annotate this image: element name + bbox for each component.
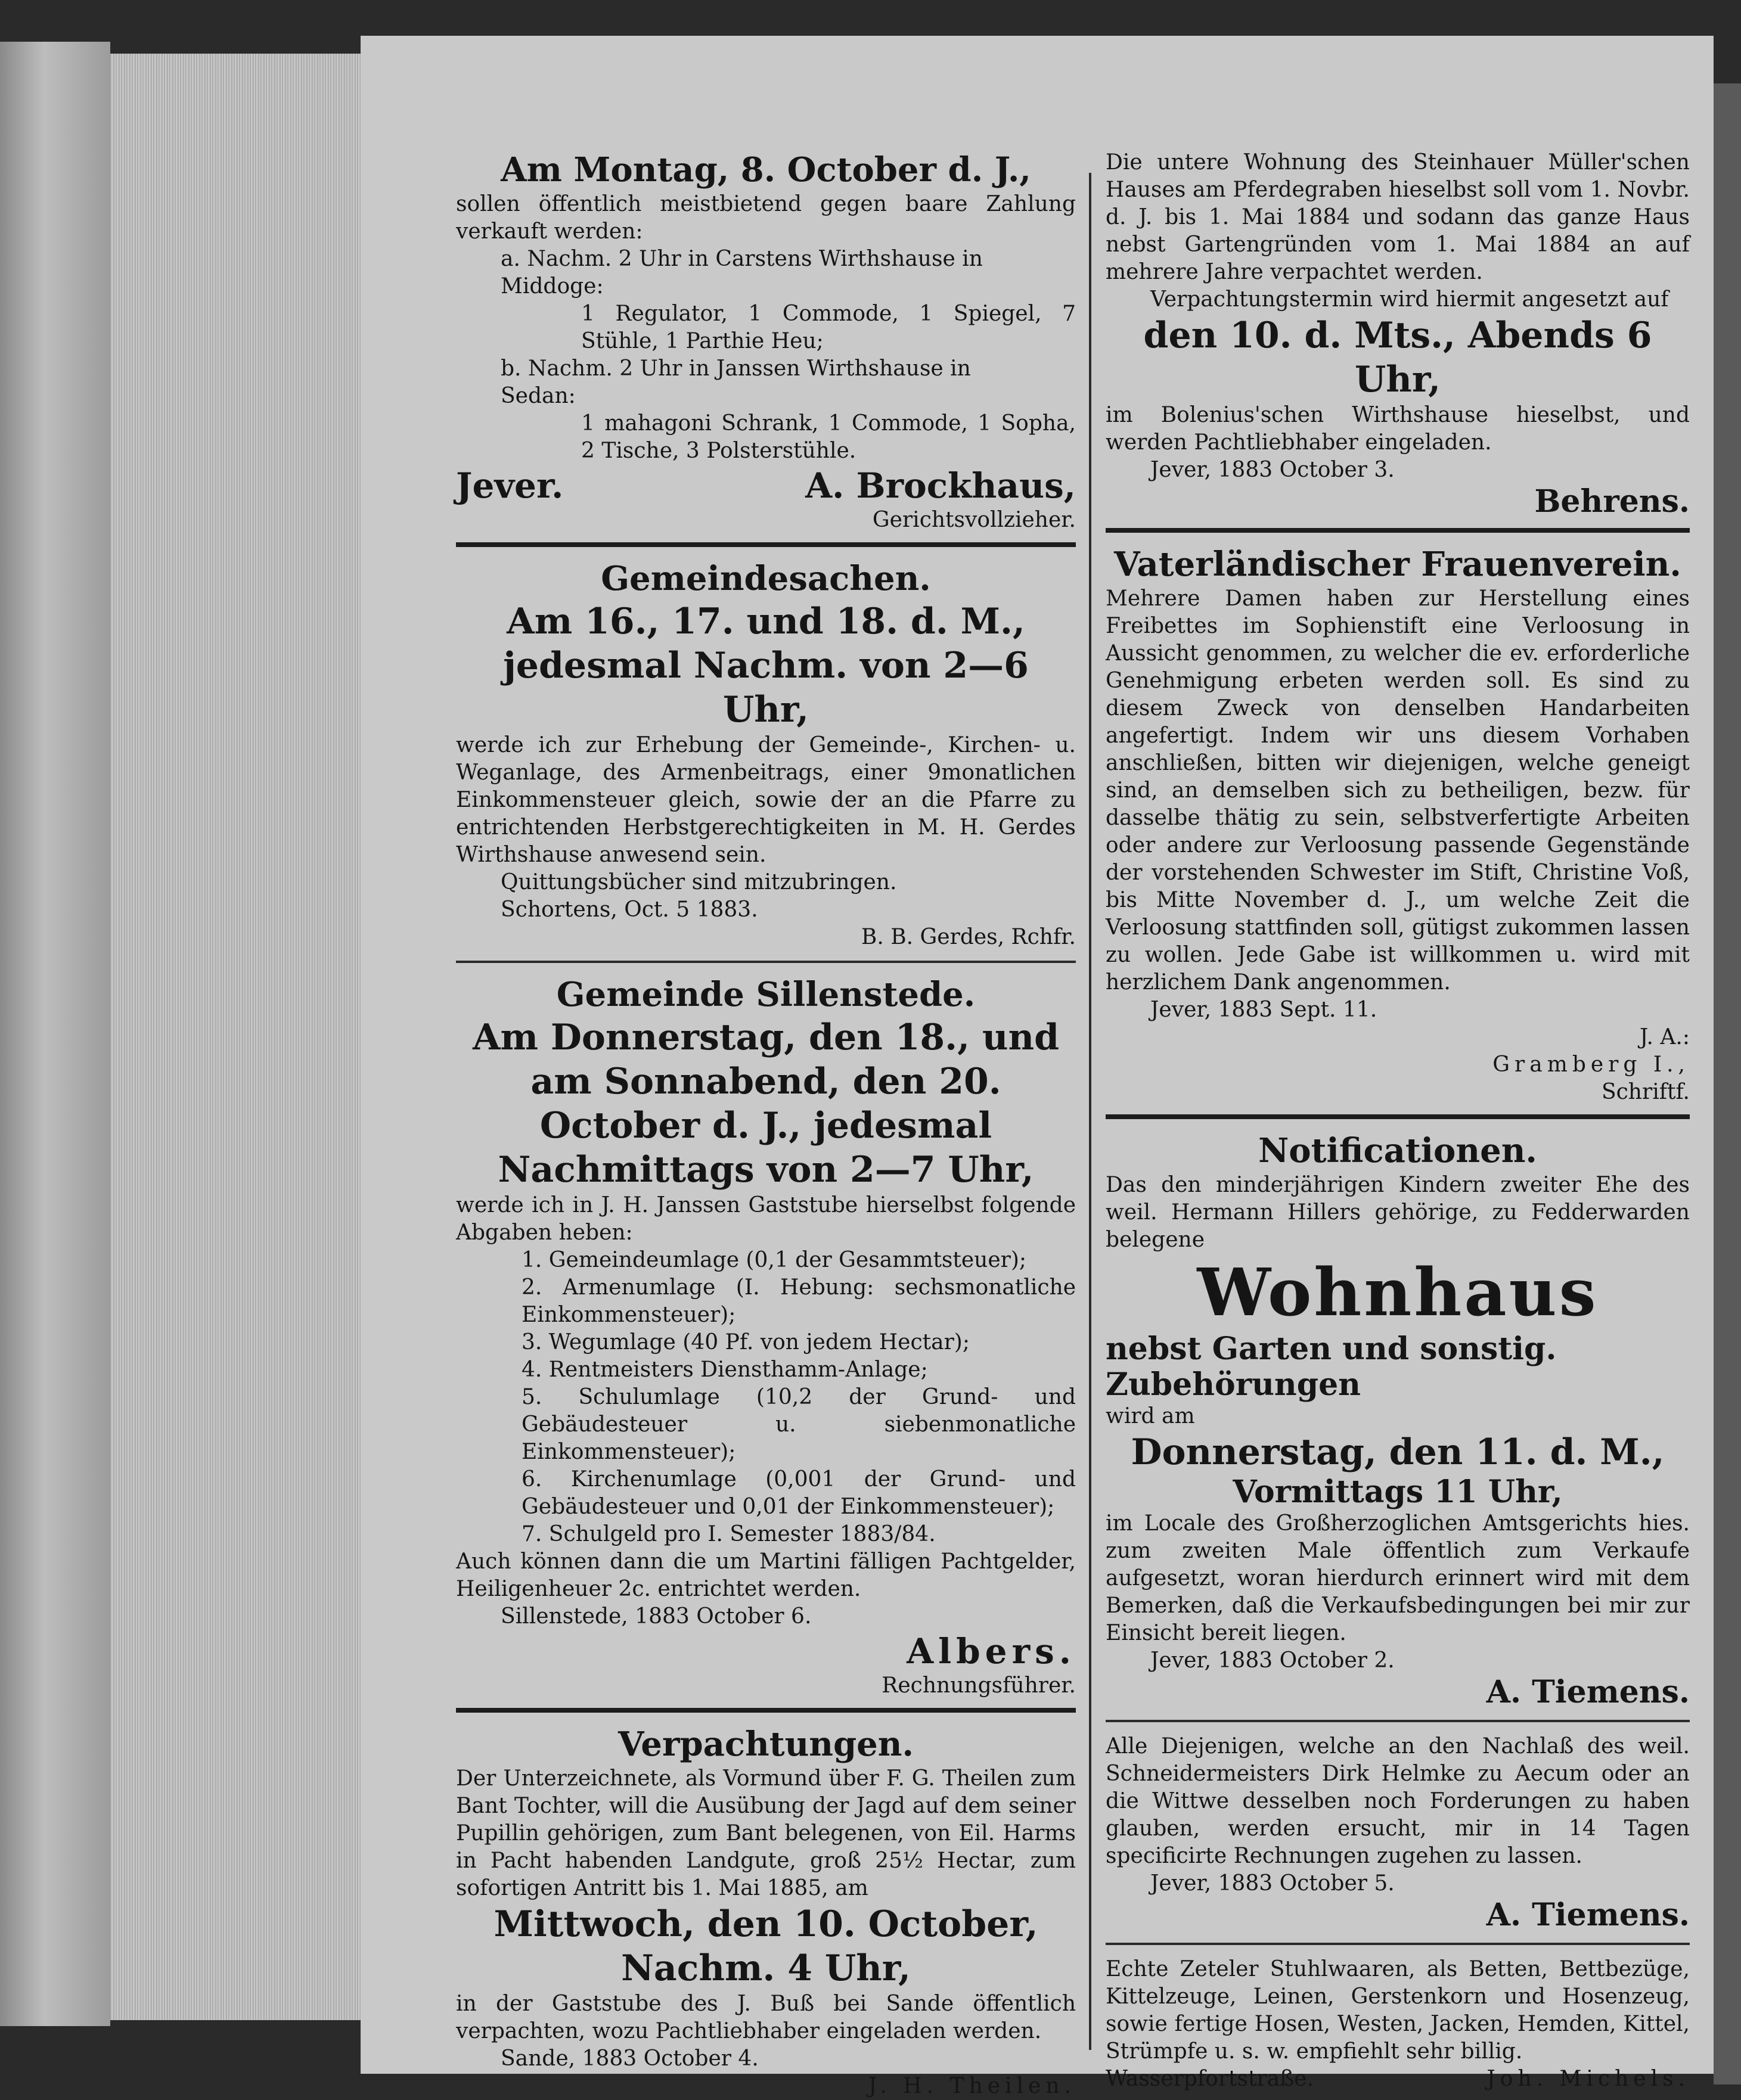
signer: A. Tiemens. bbox=[1486, 1674, 1690, 1710]
ad-term: Verpachtungstermin wird hiermit angesetzt auf bbox=[1150, 287, 1669, 312]
list-item: 4. Rentmeisters Diensthamm-Anlage; bbox=[522, 1357, 928, 1382]
ad-body: werde ich zur Erhebung der Gemeinde-, Kirchen- u. Weganlage, des Armenbeitrags, einer 9monatlichen Einkommensteuer gleich, sowie der an die Pfarre zu entrichtenden Herbstgerechtigkeiten in M. H. Gerdes Wirthshause anwesend sein. bbox=[456, 733, 1076, 867]
ad-line: b. Nachm. 2 Uhr in Janssen Wirthshause in bbox=[501, 356, 971, 381]
ad-body: Der Unterzeichnete, als Vormund über F. G. Theilen zum Bant Tochter, will die Ausübung der Jagd auf dem seiner Pupillin gehörigen, zum Bant belegenen, von Eil. Harms in Pacht habenden Landgute, groß 25½ Hectar, zum sofortigen Antritt bis 1. Mai 1885, am bbox=[456, 1766, 1076, 1900]
ad-headline: Am Montag, 8. October d. J., bbox=[501, 150, 1031, 190]
list-item: 7. Schulgeld pro I. Semester 1883/84. bbox=[522, 1522, 936, 1546]
right-column bbox=[1106, 149, 1690, 2093]
street: Wasserpfortstraße. bbox=[1106, 2067, 1314, 2091]
signer: B. B. Gerdes, Rchfr. bbox=[861, 925, 1076, 949]
section-rule bbox=[1106, 1943, 1690, 1945]
ad-body: Alle Diejenigen, welche an den Nachlaß des weil. Schneidermeisters Dirk Helmke zu Aecum oder an die Wittwe desselben noch Forderungen zu haben glauben, werden ersucht, mir in 14 Tagen specificirte Rechnungen zugehen zu lassen. bbox=[1106, 1734, 1690, 1868]
dateline: Jever, 1883 Sept. 11. bbox=[1150, 998, 1377, 1022]
signer-prefix: J. A.: bbox=[1639, 1025, 1690, 1049]
ad-brockhaus bbox=[456, 149, 1076, 534]
ad-nachlass bbox=[1106, 1733, 1690, 1933]
list-item: 6. Kirchenumlage (0,001 der Grund- und Gebäudesteuer und 0,01 der Einkommensteuer); bbox=[522, 1467, 1076, 1519]
dateline: Sande, 1883 October 4. bbox=[501, 2046, 759, 2071]
ad-body-2: in der Gaststube des J. Buß bei Sande öffentlich verpachten, wozu Pachtliebhaber eingeladen werden. bbox=[456, 1992, 1076, 2043]
signer-title: Schriftf. bbox=[1601, 1080, 1690, 1104]
section-rule bbox=[456, 1708, 1076, 1713]
newspaper-page bbox=[361, 36, 1714, 2098]
ad-date: den 10. d. Mts., Abends 6 Uhr, bbox=[1143, 315, 1652, 400]
ad-wird: wird am bbox=[1106, 1404, 1195, 1428]
ad-intro: Das den minderjährigen Kindern zweiter Ehe des weil. Hermann Hillers gehörige, zu Fedderwarden belegene bbox=[1106, 1173, 1690, 1252]
dateline: Sillenstede, 1883 October 6. bbox=[501, 1604, 812, 1629]
ad-verpachtungen bbox=[456, 1723, 1076, 2100]
ad-sub: nebst Garten und sonstig. Zubehörungen bbox=[1106, 1331, 1557, 1403]
section-rule bbox=[456, 961, 1076, 963]
ad-intro: sollen öffentlich meistbietend gegen baare Zahlung verkauft werden: bbox=[456, 192, 1076, 244]
signer: Albers. bbox=[907, 1631, 1076, 1672]
signer: A. Brockhaus, bbox=[805, 465, 1076, 506]
section-rule bbox=[1106, 528, 1690, 533]
section-title: Verpachtungen. bbox=[618, 1725, 914, 1764]
dateline: Jever, 1883 October 5. bbox=[1150, 1871, 1395, 1896]
ad-time: Vormittags 11 Uhr, bbox=[1233, 1474, 1563, 1510]
section-rule bbox=[1106, 1720, 1690, 1722]
section-title: Gemeinde Sillenstede. bbox=[556, 975, 976, 1014]
levy-list bbox=[456, 1247, 1076, 1548]
signer: J. H. Theilen. bbox=[868, 2074, 1076, 2098]
signature-row bbox=[456, 465, 1076, 507]
dateline: Schortens, Oct. 5 1883. bbox=[501, 897, 758, 922]
section-title: Gemeindesachen. bbox=[601, 559, 931, 598]
ad-items: 1 Regulator, 1 Commode, 1 Spiegel, 7 Stühle, 1 Parthie Heu; bbox=[581, 302, 1076, 353]
ad-headline: Am Donnerstag, den 18., und am Sonnabend, den 20. October d. J., jedesmal Nachmittags von 2—7 Uhr, bbox=[472, 1017, 1060, 1191]
ad-body: im Locale des Großherzoglichen Amtsgerichts hies. zum zweiten Male öffentlich zum Verkaufe aufgesetzt, woran hierdurch erinnert wird mit dem Bemerken, daß die Verkaufsbedingungen bei mir zur Einsicht bereit liegen. bbox=[1106, 1511, 1690, 1645]
left-column bbox=[456, 149, 1076, 2100]
signer: A. Tiemens. bbox=[1486, 1897, 1690, 1933]
list-item: 2. Armenumlage (I. Hebung: sechsmonatliche Einkommensteuer); bbox=[522, 1275, 1076, 1327]
ad-body-2: im Bolenius'schen Wirthshause hieselbst, und werden Pachtliebhaber eingeladen. bbox=[1106, 403, 1690, 455]
ad-headline: Am 16., 17. und 18. d. M., jedesmal Nachm. von 2—6 Uhr, bbox=[503, 601, 1029, 731]
ad-frauenverein bbox=[1106, 543, 1690, 1106]
ad-line: Sedan: bbox=[501, 384, 576, 408]
signer: Joh. Michels. bbox=[1486, 2067, 1690, 2091]
section-title: Vaterländischer Frauenverein. bbox=[1114, 545, 1681, 584]
ad-note: Quittungsbücher sind mitzubringen. bbox=[501, 870, 897, 894]
ad-date: Donnerstag, den 11. d. M., bbox=[1131, 1431, 1665, 1473]
ad-outro: Auch können dann die um Martini fälligen Pachtgelder, Heiligenheuer 2c. entrichtet werden. bbox=[456, 1549, 1076, 1601]
signer: Gramberg I., bbox=[1492, 1052, 1690, 1077]
dateline: Jever, 1883 October 3. bbox=[1150, 458, 1395, 482]
place: Jever. bbox=[456, 465, 564, 506]
ad-body: Die untere Wohnung des Steinhauer Müller'schen Hauses am Pferdegraben hieselbst soll vom 1. Novbr. d. J. bis 1. Mai 1884 und sodann das ganze Haus nebst Gartengründen vom 1. Mai 1884 an auf mehrere Jahre verpachtet werden. bbox=[1106, 150, 1690, 284]
ad-big-word: Wohnhaus bbox=[1197, 1254, 1599, 1331]
page-block-edges bbox=[110, 54, 361, 2020]
column-divider bbox=[1089, 173, 1091, 2050]
ad-line: Middoge: bbox=[501, 274, 604, 299]
section-title: Notificationen. bbox=[1258, 1131, 1537, 1170]
ad-michels bbox=[1106, 1956, 1690, 2093]
facing-page-edge bbox=[1714, 83, 1741, 2085]
signature-row bbox=[1106, 2065, 1690, 2093]
list-item: 3. Wegumlage (40 Pf. von jedem Hectar); bbox=[522, 1330, 970, 1355]
book-edge bbox=[0, 42, 110, 2026]
ad-line: a. Nachm. 2 Uhr in Carstens Wirthshause in bbox=[501, 247, 983, 271]
ad-gemeindesachen bbox=[456, 558, 1076, 951]
ad-body: Mehrere Damen haben zur Herstellung eines Freibettes im Sophienstift eine Verloosung in Aussicht genommen, zu welcher die ev. erforderliche Genehmigung erbeten werden soll. Es sind zu diesem Zweck von denselben Handarbeiten angefertigt. Indem wir uns diesem Vorhaben anschließen, bitten wir diejenigen, welche geneigt sind, an demselben sich zu betheiligen, bezw. für dasselbe thätig zu sein, selbstverfertigte Arbeiten oder andere zur Verloosung passende Gegenstände der vorstehenden Schwester im Stift, Christine Voß, bis Mitte November d. J., um welche Zeit die Verloosung stattfinden soll, gütigst zukommen lassen zu wollen. Jede Gabe ist willkommen u. wird mit herzlichem Dank angenommen. bbox=[1106, 586, 1690, 995]
ad-date: Mittwoch, den 10. October, bbox=[494, 1903, 1038, 1945]
section-rule bbox=[456, 542, 1076, 547]
list-item: 5. Schulumlage (10,2 der Grund- und Gebäudesteuer u. siebenmonatliche Einkommensteuer); bbox=[522, 1385, 1076, 1464]
ad-sillenstede bbox=[456, 974, 1076, 1700]
signer-title: Rechnungsführer. bbox=[882, 1673, 1076, 1698]
section-rule bbox=[1106, 1114, 1690, 1119]
ad-behrens bbox=[1106, 149, 1690, 520]
dateline: Jever, 1883 October 2. bbox=[1150, 1648, 1395, 1673]
ad-items: 1 mahagoni Schrank, 1 Commode, 1 Sopha, 2 Tische, 3 Polsterstühle. bbox=[581, 411, 1076, 463]
signer-title: Gerichtsvollzieher. bbox=[872, 508, 1076, 532]
list-item: 1. Gemeindeumlage (0,1 der Gesammtsteuer); bbox=[522, 1248, 1027, 1272]
ad-time: Nachm. 4 Uhr, bbox=[621, 1947, 911, 1989]
ad-notificationen bbox=[1106, 1130, 1690, 1710]
ad-intro: werde ich in J. H. Janssen Gaststube hierselbst folgende Abgaben heben: bbox=[456, 1193, 1076, 1245]
ad-body: Echte Zeteler Stuhlwaaren, als Betten, Bettbezüge, Kittelzeuge, Leinen, Gerstenkorn und Hosenzeug, sowie fertige Hosen, Westen, Jacken, Hemden, Kittel, Strümpfe u. s. w. empfiehlt sehr billig. bbox=[1106, 1957, 1690, 2064]
signer: Behrens. bbox=[1534, 483, 1690, 520]
